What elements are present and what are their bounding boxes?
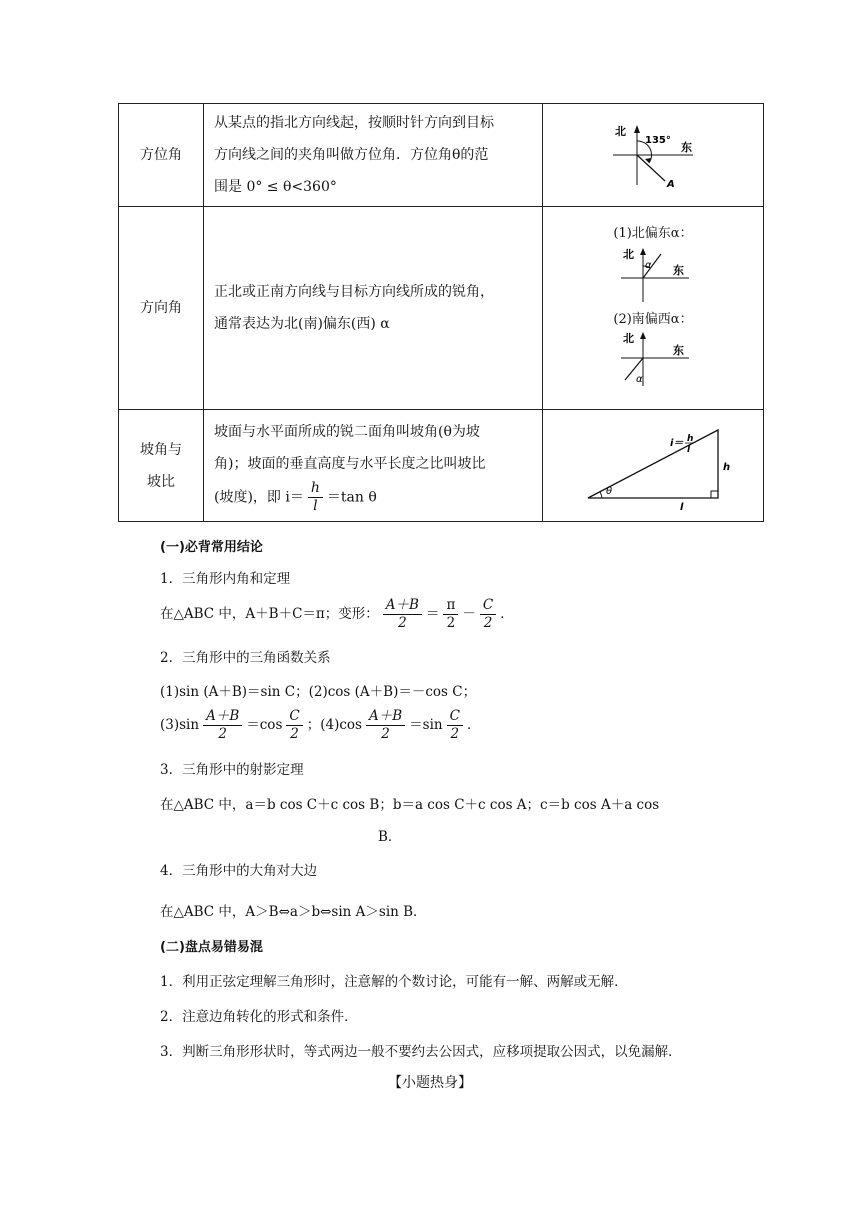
fraction-denominator: 2 [446, 615, 456, 631]
term-label: 坡比 [147, 473, 175, 490]
section-heading: (一)必背常用结论 [160, 540, 263, 555]
desc-line: 从某点的指北方向线起，按顺时针方向到目标 [214, 115, 494, 131]
figure-cell [543, 104, 764, 207]
formula-text: ＝sin [409, 717, 443, 733]
list-item: 2．注意边角转化的形式和条件． [160, 1009, 358, 1025]
fraction-numerator: C [447, 708, 463, 726]
fraction-numerator: A＋B [383, 597, 422, 615]
formula-prefix: (坡度)，即 i＝ [214, 489, 304, 506]
formula-text: (3)sin [160, 717, 200, 733]
alpha-label: α [645, 260, 652, 271]
formula-line: 在△ABC 中，A＞B⇔a＞b⇔sin A＞sin B． [160, 904, 427, 920]
formula-text: ＝cos [246, 717, 283, 733]
ratio-numerator: h [687, 433, 694, 444]
fraction-denominator: 2 [450, 726, 460, 742]
formula-line: B． [378, 829, 402, 845]
desc-line: 通常表达为北(南)偏东(西) α [214, 316, 390, 332]
description-cell [204, 207, 543, 410]
item-title: 3．三角形中的射影定理 [160, 762, 304, 778]
term-label: 方位角 [140, 147, 182, 163]
north-label: 北 [615, 125, 626, 138]
north-east-diagram [603, 244, 703, 306]
footer-heading: 【小题热身】 [388, 1075, 472, 1091]
description-cell [204, 104, 543, 207]
item-title: 2．三角形中的三角函数关系 [160, 650, 331, 666]
north-label: 北 [623, 248, 634, 261]
section-heading: (二)盘点易错易混 [160, 940, 263, 955]
formula-text: ＝ [425, 606, 440, 622]
formula-text: ． [466, 717, 481, 733]
fraction-denominator: 2 [290, 726, 299, 742]
azimuth-diagram [593, 113, 713, 193]
term-cell [119, 410, 204, 522]
table-row [119, 104, 764, 207]
south-west-diagram [603, 330, 703, 388]
formula-line [160, 708, 480, 743]
figure-cell [543, 207, 764, 410]
fraction-denominator: 2 [218, 726, 227, 742]
figure-caption: (2)南偏西α： [613, 312, 693, 327]
east-label: 东 [681, 141, 692, 154]
angle-label: 135° [645, 135, 671, 146]
theta-label: θ [606, 485, 613, 497]
table-row [119, 410, 764, 522]
definition-table [118, 103, 764, 522]
fraction-numerator: A＋B [366, 708, 405, 726]
item-title: 1．三角形内角和定理 [160, 571, 291, 587]
fraction [366, 708, 405, 743]
formula-line: 在△ABC 中，a＝b cos C＋c cos B；b＝a cos C＋c cos A；c＝b cos A＋a cos [160, 797, 660, 813]
height-label: h [723, 461, 731, 473]
figure-caption: (1)北偏东α： [613, 226, 693, 241]
formula-text: ；(4)cos [306, 717, 362, 733]
term-cell [119, 207, 204, 410]
fraction [447, 708, 463, 743]
length-label: l [680, 501, 684, 512]
desc-line: 方向线之间的夹角叫做方位角．方位角θ的范 [214, 147, 489, 163]
slope-diagram [568, 416, 738, 512]
description-cell [204, 410, 543, 522]
ratio-label: i＝ [670, 437, 684, 449]
fraction-denominator: l [313, 498, 318, 514]
ratio-denominator: l [687, 444, 691, 455]
formula-line: (1)sin (A＋B)＝sin C；(2)cos (A＋B)＝－cos C； [160, 684, 477, 700]
fraction [383, 597, 422, 632]
formula-text: － [462, 606, 476, 622]
fraction [286, 708, 302, 743]
point-label: A [667, 179, 675, 190]
fraction-numerator: A＋B [203, 708, 242, 726]
alpha-label: α [636, 374, 643, 385]
fraction-numerator: h [308, 480, 323, 498]
north-label: 北 [623, 332, 634, 345]
formula-line [160, 597, 514, 632]
desc-line: 正北或正南方向线与目标方向线所成的锐角， [214, 284, 494, 300]
east-label: 东 [673, 344, 684, 357]
term-cell [119, 104, 204, 207]
fraction-numerator: C [286, 708, 302, 726]
fraction-numerator: C [480, 597, 496, 615]
list-item: 1．利用正弦定理解三角形时，注意解的个数讨论，可能有一解、两解或无解． [160, 974, 628, 990]
fraction-denominator: 2 [381, 726, 390, 742]
list-item: 3．判断三角形形状时，等式两边一般不要约去公因式，应移项提取公因式，以免漏解． [160, 1044, 682, 1060]
formula-text: 在△ABC 中，A＋B＋C＝π；变形： [160, 606, 379, 622]
figure-cell [543, 410, 764, 522]
east-label: 东 [673, 264, 684, 277]
fraction [308, 480, 323, 515]
table-row [119, 207, 764, 410]
fraction [203, 708, 242, 743]
fraction [480, 597, 496, 632]
fraction-numerator: π [443, 597, 458, 615]
item-title: 4．三角形中的大角对大边 [160, 863, 318, 879]
desc-line [214, 480, 532, 515]
term-label: 坡角与 [140, 441, 182, 458]
formula-suffix: ＝tan θ [326, 489, 377, 506]
desc-line: 围是 0° ≤ θ<360° [214, 179, 337, 195]
desc-line: 角)；坡面的垂直高度与水平长度之比叫坡比 [214, 456, 486, 472]
desc-line: 坡面与水平面所成的锐二面角叫坡角(θ为坡 [214, 424, 480, 440]
fraction-denominator: 2 [398, 615, 407, 631]
term-label: 方向角 [140, 300, 182, 316]
fraction [443, 597, 458, 632]
fraction-denominator: 2 [483, 615, 493, 631]
formula-text: ． [500, 606, 514, 622]
